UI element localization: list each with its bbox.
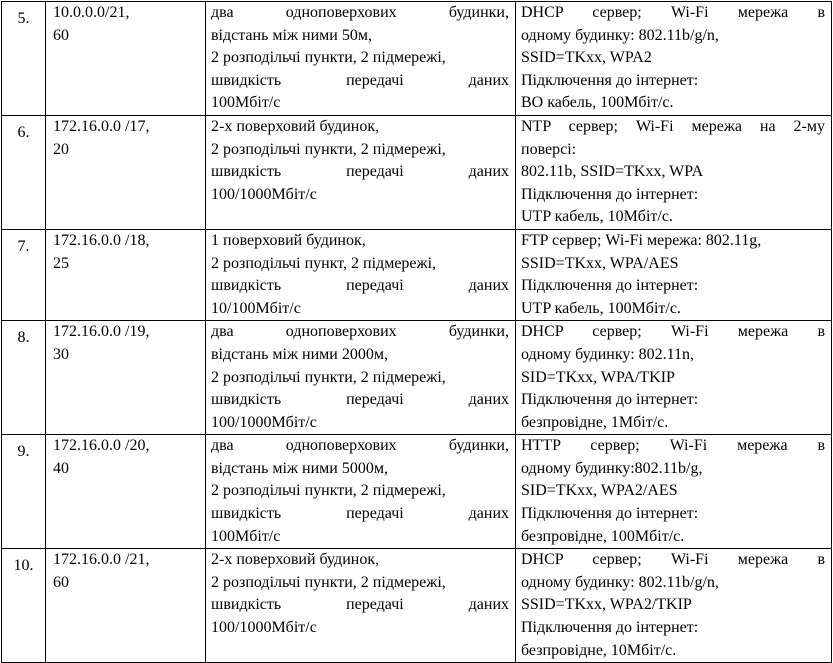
variant-number: 8. xyxy=(2,321,46,435)
table-row xyxy=(2,2,832,116)
services-line: поверсі: xyxy=(521,140,577,158)
building-cell xyxy=(206,321,516,435)
services-line: Підключення до інтернет: xyxy=(521,71,699,89)
network-line: 30 xyxy=(53,345,69,363)
network-line: 40 xyxy=(53,459,69,477)
building-line: 2-х поверховий будинок, xyxy=(211,551,380,569)
network-line: 172.16.0.0 /18, xyxy=(53,231,150,249)
building-line: швидкість передачі даних xyxy=(211,596,509,614)
variant-number: 7. xyxy=(2,229,46,320)
services-line: 802.11b, SSID=TKxx, WPA xyxy=(521,163,704,181)
variants-table-body xyxy=(2,2,832,663)
building-line: 100Мбіт/с xyxy=(211,94,281,112)
building-line: 2 розподільчі пункти, 2 підмережі, xyxy=(211,573,446,591)
building-line: 2 розподільчі пункти, 2 підмережі, xyxy=(211,49,446,67)
services-line: FTP сервер; Wi-Fi мережа: 802.11g, xyxy=(521,231,762,249)
services-line: SID=TKxx, WPA/TKIP xyxy=(521,368,675,386)
table-row xyxy=(2,435,832,549)
building-line: 100/1000Мбіт/с xyxy=(211,619,317,637)
services-line: одному будинку:802.11b/g, xyxy=(521,459,703,477)
services-line: Підключення до інтернет: xyxy=(521,391,699,409)
services-cell xyxy=(516,321,832,435)
network-cell xyxy=(46,2,206,116)
network-line: 25 xyxy=(53,254,69,272)
services-cell xyxy=(516,229,832,320)
building-cell xyxy=(206,229,516,320)
building-line: швидкість передачі даних xyxy=(211,505,509,523)
services-cell xyxy=(516,549,832,663)
variant-number: 9. xyxy=(2,435,46,549)
building-line: 100Мбіт/с xyxy=(211,527,281,545)
services-line: SSID=TKxx, WPA2/TKIP xyxy=(521,596,692,614)
network-cell xyxy=(46,435,206,549)
building-line: 2 розподільчі пункт, 2 підмережі, xyxy=(211,254,437,272)
network-line: 60 xyxy=(53,573,69,591)
building-line: два одноповерхових будинки, xyxy=(211,437,509,455)
variant-number: 6. xyxy=(2,115,46,229)
network-line: 172.16.0.0 /17, xyxy=(53,117,150,135)
table-row xyxy=(2,321,832,435)
services-line: SSID=TKxx, WPA2 xyxy=(521,49,652,67)
building-cell xyxy=(206,435,516,549)
building-line: 100/1000Мбіт/с xyxy=(211,185,317,203)
network-line: 172.16.0.0 /20, xyxy=(53,437,150,455)
variant-number: 5. xyxy=(2,2,46,116)
services-line: безпровідне, 10Мбіт/с. xyxy=(521,641,677,659)
network-cell xyxy=(46,229,206,320)
network-line: 20 xyxy=(53,140,69,158)
network-line: 172.16.0.0 /19, xyxy=(53,323,150,341)
services-line: UTP кабель, 10Мбіт/с. xyxy=(521,208,673,226)
services-line: DHCP сервер; Wi-Fi мережа в xyxy=(521,323,825,341)
services-line: Підключення до інтернет: xyxy=(521,505,699,523)
services-line: DHCP сервер; Wi-Fi мережа в xyxy=(521,4,825,21)
network-cell xyxy=(46,549,206,663)
services-line: одному будинку: 802.11n, xyxy=(521,345,695,363)
building-line: 2 розподільчі пункти, 2 підмережі, xyxy=(211,140,446,158)
building-line: 2-х поверховий будинок, xyxy=(211,117,380,135)
building-line: швидкість передачі даних xyxy=(211,71,509,89)
services-line: SSID=TKxx, WPA/AES xyxy=(521,254,679,272)
building-line: швидкість передачі даних xyxy=(211,163,509,181)
services-line: одному будинку: 802.11b/g/n, xyxy=(521,26,719,44)
building-line: відстань між ними 2000м, xyxy=(211,345,388,363)
services-cell xyxy=(516,2,832,116)
building-cell xyxy=(206,549,516,663)
services-cell xyxy=(516,115,832,229)
building-line: 100/1000Мбіт/с xyxy=(211,413,317,431)
services-line: DHCP сервер; Wi-Fi мережа в xyxy=(521,551,825,569)
services-line: одному будинку: 802.11b/g/n, xyxy=(521,573,719,591)
network-line: 10.0.0.0/21, xyxy=(53,4,130,21)
variant-number: 10. xyxy=(2,549,46,663)
services-line: Підключення до інтернет: xyxy=(521,185,699,203)
network-cell xyxy=(46,115,206,229)
building-line: 2 розподільчі пункти, 2 підмережі, xyxy=(211,368,446,386)
table-row xyxy=(2,115,832,229)
building-line: 1 поверховий будинок, xyxy=(211,231,366,249)
services-line: NTP сервер; Wi-Fi мережа на 2-му xyxy=(521,117,825,135)
services-line: Підключення до інтернет: xyxy=(521,277,699,295)
building-line: 10/100Мбіт/с xyxy=(211,299,301,317)
building-line: швидкість передачі даних xyxy=(211,391,509,409)
services-line: UTP кабель, 100Мбіт/с. xyxy=(521,299,681,317)
services-line: безпровідне, 1Мбіт/с. xyxy=(521,413,669,431)
network-cell xyxy=(46,321,206,435)
table-row xyxy=(2,229,832,320)
services-line: безпровідне, 100Мбіт/с. xyxy=(521,527,685,545)
building-line: швидкість передачі даних xyxy=(211,277,509,295)
services-line: SID=TKxx, WPA2/AES xyxy=(521,482,678,500)
building-line: два одноповерхових будинки, xyxy=(211,4,509,21)
building-cell xyxy=(206,115,516,229)
services-line: HTTP сервер; Wi-Fi мережа в xyxy=(521,437,825,455)
services-line: Підключення до інтернет: xyxy=(521,619,699,637)
services-cell xyxy=(516,435,832,549)
building-line: відстань між ними 5000м, xyxy=(211,459,388,477)
network-line: 172.16.0.0 /21, xyxy=(53,551,150,569)
building-line: два одноповерхових будинки, xyxy=(211,323,509,341)
building-line: 2 розподільчі пункти, 2 підмережі, xyxy=(211,482,446,500)
building-line: відстань між ними 50м, xyxy=(211,26,372,44)
building-cell xyxy=(206,2,516,116)
services-line: ВО кабель, 100Мбіт/с. xyxy=(521,94,674,112)
variants-table xyxy=(1,1,832,663)
table-row xyxy=(2,549,832,663)
network-line: 60 xyxy=(53,26,69,44)
